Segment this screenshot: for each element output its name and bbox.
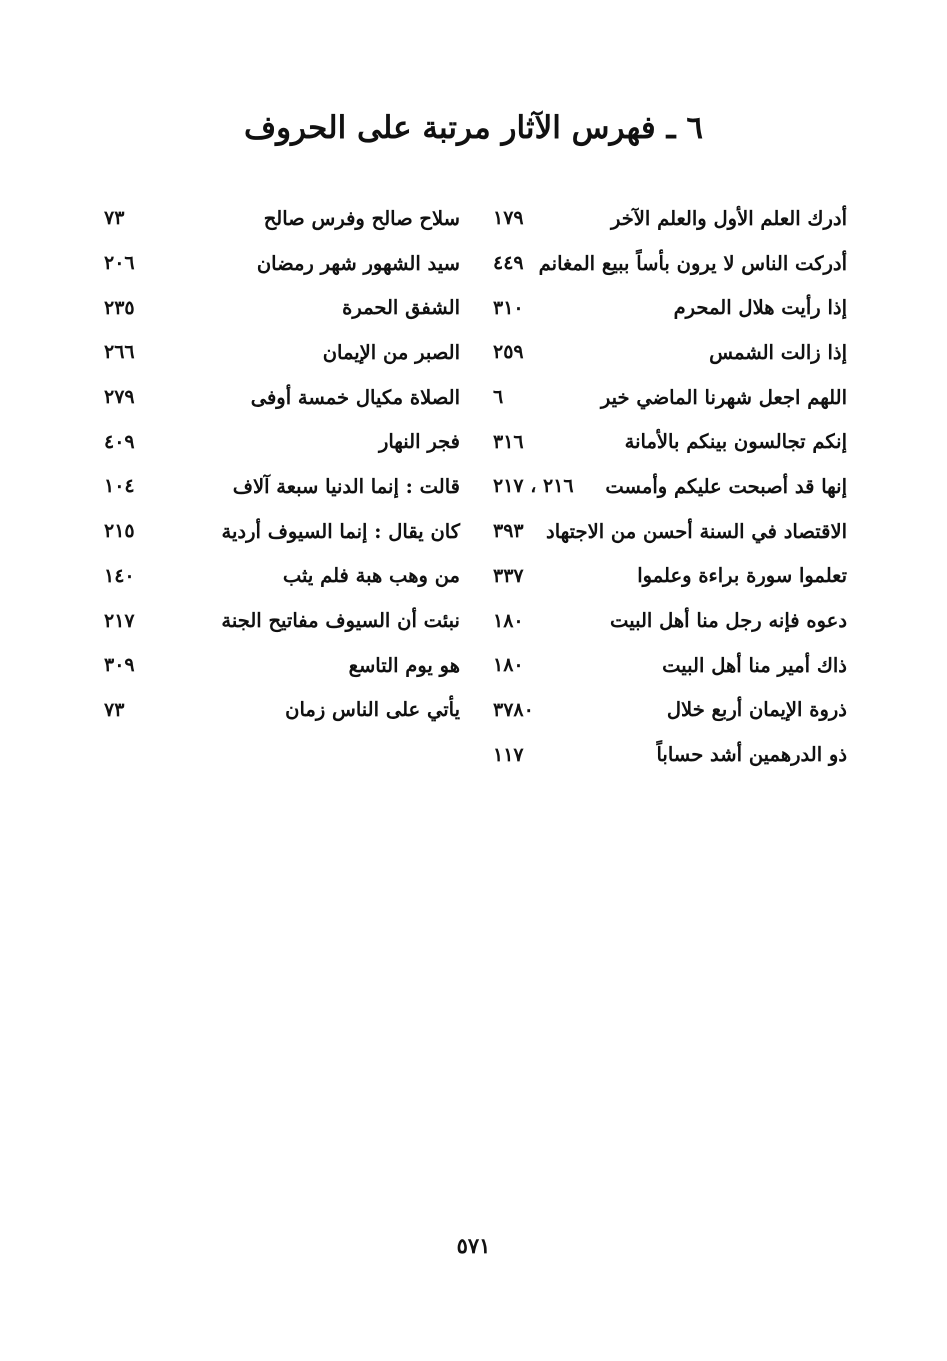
entry-text: يأتي على الناس زمان [285,698,460,722]
entry-text: من وهب هبة فلم يثب [282,564,460,588]
entry-text: الصلاة مكيال خمسة أوفى [250,385,460,409]
entry-text: قالت : إنما الدنيا سبعة آلاف [232,474,460,498]
entry-page-number: ٣١٦ [493,430,524,453]
index-entry [104,285,460,330]
index-entry [493,509,847,554]
entry-page-number: ٤٠٩ [104,430,135,453]
index-entry [104,509,460,554]
entry-text: هو يوم التاسع [348,653,460,677]
index-entry [493,554,847,599]
entry-text: أدرك العلم الأول والعلم الآخر [610,206,847,230]
entry-page-number: ١١٧ [493,743,524,766]
entry-page-number: ٧٣ [104,207,125,230]
entry-text: ذو الدرهمين أشد حساباً [656,743,847,767]
entry-page-number: ٣٠٩ [104,654,135,677]
entry-page-number: ٦ [493,386,504,409]
entry-page-number: ٣٩٣ [493,520,524,543]
entry-page-number: ٣٧٨٠ [493,698,534,721]
entry-text: الاقتصاد في السنة أحسن من الاجتهاد [546,519,847,543]
index-entry [493,196,847,241]
entry-text: فجر النهار [378,430,460,454]
entry-page-number: ١٧٩ [493,207,524,230]
entry-text: إنكم تجالسون بينكم بالأمانة [624,430,847,454]
index-entry [104,554,460,599]
entry-page-number: ٢١٦ ، ٢١٧ [493,475,574,498]
page-title: ٦ ـ فهرس الآثار مرتبة على الحروف [243,110,704,146]
index-entry [493,732,847,777]
entry-text: أدركت الناس لا يرون بأساً ببيع المغانم [538,251,847,275]
index-entry [104,464,460,509]
index-entry [104,419,460,464]
entry-page-number: ٢٦٦ [104,341,135,364]
index-entry [493,375,847,420]
entry-text: سيد الشهور شهر رمضان [256,251,460,275]
entry-page-number: ٣٣٧ [493,564,524,587]
entry-text: الصبر من الإيمان [322,340,460,364]
index-entry [493,464,847,509]
index-entry [493,598,847,643]
index-entry [493,285,847,330]
entry-text: دعوه فإنه رجل منا أهل البيت [610,609,847,633]
entry-page-number: ٢١٥ [104,520,135,543]
index-entry [493,688,847,733]
entry-text: سلاح صالح وفرس صالح [263,206,460,230]
entry-page-number: ٤٤٩ [493,252,524,275]
index-entry [104,241,460,286]
entry-text: إذا زالت الشمس [709,340,847,364]
entry-text: إذا رأيت هلال المحرم [673,296,847,320]
entry-page-number: ١٤٠ [104,564,135,587]
entry-text: كان يقال : إنما السيوف أردية [221,519,460,543]
entry-text: ذاك أمير منا أهل البيت [662,653,847,677]
entry-page-number: ١٨٠ [493,654,524,677]
entry-page-number: ٢٧٩ [104,386,135,409]
entry-page-number: ٣١٠ [493,296,524,319]
entry-page-number: ٢٣٥ [104,296,135,319]
index-entry [104,643,460,688]
entry-page-number: ١٠٤ [104,475,135,498]
page-number: ٥٧١ [456,1233,491,1258]
entry-text: اللهم اجعل شهرنا الماضي خير [600,385,847,409]
index-column-left [104,196,460,732]
index-entry [104,598,460,643]
entry-text: نبئت أن السيوف مفاتيح الجنة [221,609,460,633]
entry-page-number: ٢٥٩ [493,341,524,364]
index-column-right [493,196,847,777]
entry-page-number: ٢٠٦ [104,252,135,275]
entry-text: إنها قد أصبحت عليكم وأمست [605,474,847,498]
index-entry [493,419,847,464]
index-entry [104,330,460,375]
entry-text: تعلموا سورة براءة وعلموا [637,564,847,588]
entry-page-number: ٢١٧ [104,609,135,632]
index-entry [493,330,847,375]
index-entry [104,688,460,733]
index-entry [104,375,460,420]
entry-page-number: ٧٣ [104,698,125,721]
index-entry [493,241,847,286]
entry-text: ذروة الإيمان أربع خلال [666,698,847,722]
entry-text: الشفق الحمرة [342,296,460,320]
index-entry [493,643,847,688]
index-entry [104,196,460,241]
entry-page-number: ١٨٠ [493,609,524,632]
